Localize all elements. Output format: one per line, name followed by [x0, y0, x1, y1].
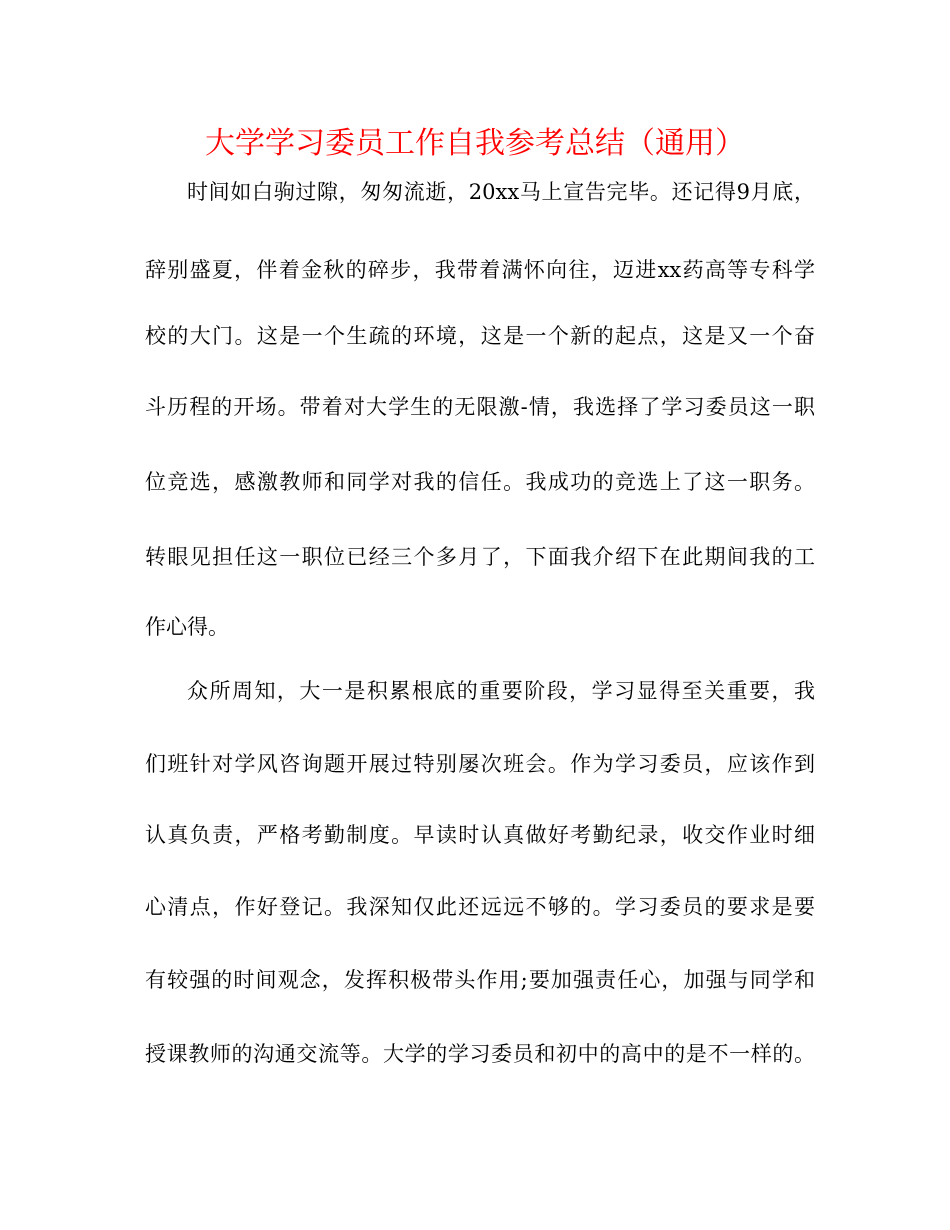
paragraph-1-line-5: 位竞选，感激教师和同学对我的信任。我成功的竞选上了这一职务。 — [145, 470, 815, 494]
paragraph-1-line-3: 校的大门。这是一个生疏的环境，这是一个新的起点，这是又一个奋 — [145, 324, 815, 348]
paragraph-2-line-1: 众所周知，大一是积累根底的重要阶段，学习显得至关重要，我 — [187, 679, 815, 703]
paragraph-2-line-5: 有较强的时间观念，发挥积极带头作用;要加强责任心，加强与同学和 — [145, 968, 815, 992]
paragraph-2-line-2: 们班针对学风咨询题开展过特别屡次班会。作为学习委员，应该作到 — [145, 752, 815, 776]
document-title: 大学学习委员工作自我参考总结（通用） — [205, 126, 745, 161]
paragraph-2-line-6: 授课教师的沟通交流等。大学的学习委员和初中的高中的是不一样的。 — [145, 1042, 815, 1066]
paragraph-1-line-4: 斗历程的开场。带着对大学生的无限激-情，我选择了学习委员这一职 — [145, 395, 815, 419]
paragraph-2-line-4: 心清点，作好登记。我深知仅此还远远不够的。学习委员的要求是要 — [145, 895, 815, 919]
paragraph-1-line-2: 辞别盛夏，伴着金秋的碎步，我带着满怀向往，迈进xx药高等专科学 — [145, 258, 815, 282]
paragraph-1-line-7: 作心得。 — [145, 615, 229, 639]
paragraph-1-line-6: 转眼见担任这一职位已经三个多月了，下面我介绍下在此期间我的工 — [145, 545, 815, 569]
paragraph-2-line-3: 认真负责，严格考勤制度。早读时认真做好考勤纪录，收交作业时细 — [145, 823, 815, 847]
paragraph-1-line-1: 时间如白驹过隙，匆匆流逝，20xx马上宣告完毕。还记得9月底， — [187, 180, 815, 204]
